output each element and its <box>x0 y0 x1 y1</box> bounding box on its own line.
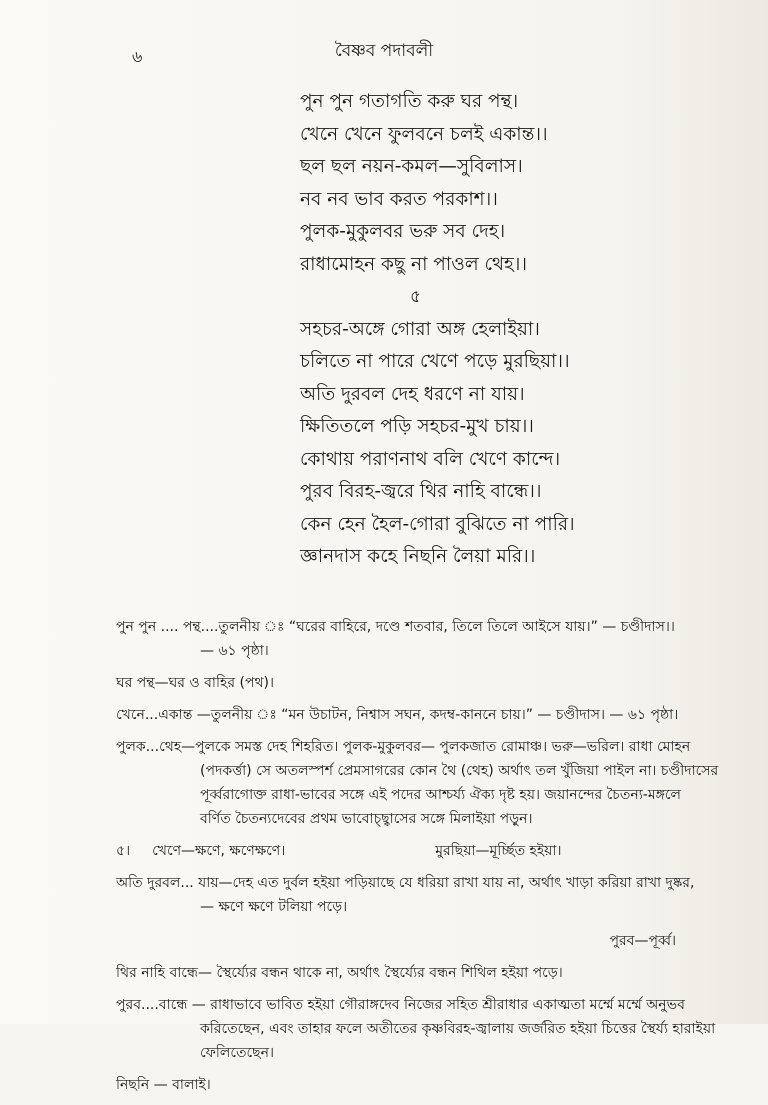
footnote-text: পুরব....বান্ধে — রাধাভাবে ভাবিত হইয়া গৌরাঙ্গদেব নিজের সহিত শ্রীরাধার একাত্মতা মর্ম্মে মর্ম্মে অনুভব <box>116 997 685 1013</box>
footnote <box>116 1073 676 1097</box>
footnote <box>116 615 676 663</box>
footnote <box>116 929 676 953</box>
running-head-title: বৈষ্ণব পদাবলী <box>334 41 434 61</box>
footnote-text: (পদকর্ত্তা) সে অতলস্পর্শ প্রেমসাগরের কোন থৈ (থেহ) অর্থাৎ তল খুঁজিয়া পাইল না। চণ্ডীদাসের <box>200 763 719 779</box>
poem-line: চলিতে না পারে খেণে পড়ে মুরছিয়া।। <box>300 351 570 372</box>
footnote <box>116 839 676 863</box>
footnote-text: মুরছিয়া—মূর্চ্ছিত হইয়া। <box>435 843 562 859</box>
poem-line: খেনে খেনে ফুলবনে চলই একান্ত।। <box>300 123 548 145</box>
footnotes <box>116 615 719 1105</box>
footnote-text: নিছনি — বালাই। <box>116 1077 211 1093</box>
footnote-text: থির নাহি বান্ধে— স্থৈর্য্যের বন্ধন থাকে না, অর্থাৎ স্থৈর্য্যের বন্ধন শিথিল হইয়া পড়ে। <box>116 965 563 981</box>
poem-line: ছল ছল নয়ন-কমল—সুবিলাস। <box>300 156 523 177</box>
footnote <box>116 703 679 727</box>
footnote-text: ঘর পন্থ—ঘর ও বাহির (পথ)। <box>116 675 274 691</box>
poem-section-number: ৫ <box>410 287 422 307</box>
footnote-text: বর্ণিত চৈতন্যদেবের প্রথম ভাবোচ্ছ্বাসের সঙ্গে মিলাইয়া পড়ুন। <box>200 811 533 827</box>
poem-line: পুরব বিরহ-জ্বরে থির নাহি বান্ধে।। <box>300 481 542 502</box>
poem <box>300 86 660 574</box>
poem-line: পুলক-মুকুলবর ভরু সব দেহ। <box>300 221 506 242</box>
poem-line: জ্ঞানদাস কহে নিছনি লৈয়া মরি।। <box>300 546 536 567</box>
footnote <box>116 993 716 1065</box>
page-number: ৬ <box>132 47 143 66</box>
footnote-text: করিতেছেন, এবং তাহার ফলে অতীতের কৃষ্ণবিরহ-জ্বালায় জর্জরিত হইয়া চিত্তের স্থৈর্য্য হারাইয়া <box>200 1021 716 1037</box>
poem-line: পুন পুন গতাগতি করু ঘর পন্থ। <box>300 91 519 112</box>
poem-line: সহচর-অঙ্গে গোরা অঙ্গ হেলাইয়া। <box>300 318 540 340</box>
poem-line: নব নব ভাব করত পরকাশ।। <box>300 188 498 210</box>
footnote-text: পূর্ব্বরাগোক্ত রাধা-ভাবের সঙ্গে এই পদের আশ্চর্য্য ঐক্য দৃষ্ট হয়। জয়ানন্দের চৈতন্য-মঙ্গলে <box>200 787 681 803</box>
footnote-text: — ক্ষণে ক্ষণে টলিয়া পড়ে। <box>200 899 348 915</box>
footnote-text: ফেলিতেছেন। <box>200 1045 274 1061</box>
footnote-number: ৫। <box>116 843 131 859</box>
poem-line: ক্ষিতিতলে পড়ি সহচর-মুখ চায়।। <box>300 416 534 437</box>
footnote-text: খেণে—ক্ষণে, ক্ষণেক্ষণে। <box>152 843 286 859</box>
poem-line: কেন হেন হৈল-গোরা বুঝিতে না পারি। <box>300 513 575 535</box>
footnote-text: — ৬১ পৃষ্ঠা। <box>200 643 269 659</box>
footnote-text: অতি দুরবল... যায়—দেহ এত দুর্বল হইয়া পড়িয়াছে যে ধরিয়া রাখা যায় না, অর্থাৎ খাড়া করিয়া রাখা দুষ্কর, <box>116 875 695 891</box>
footnote <box>116 735 719 831</box>
footnote <box>116 961 676 985</box>
footnote-text: পুরব—পূর্ব্ব। <box>609 933 676 949</box>
footnote <box>116 871 695 919</box>
footnote-text: পুন পুন .... পন্থ....তুলনীয় ঃ “ঘরের বাহিরে, দণ্ডে শতবার, তিলে তিলে আইসে যায়।” — চণ্ডীদাস।। <box>116 619 675 635</box>
footnote <box>116 671 676 695</box>
footnote-text: খেনে...একান্ত —তুলনীয় ঃ “মন উচাটন, নিশ্বাস সঘন, কদম্ব-কাননে চায়।” — চণ্ডীদাস। — ৬১ পৃষ্ঠা। <box>116 707 679 723</box>
poem-line: কোথায় পরাণনাথ বলি খেণে কান্দে। <box>300 448 561 470</box>
poem-line: অতি দুরবল দেহ ধরণে না যায়। <box>300 383 525 405</box>
poem-line: রাধামোহন কছু না পাওল থেহ।। <box>300 253 527 275</box>
footnote-text: পুলক...থেহ—পুলকে সমস্ত দেহ শিহরিত। পুলক-মুকুলবর— পুলকজাত রোমাঞ্চ। ভরু—ভরিল। রাধা মোহন <box>116 739 691 755</box>
